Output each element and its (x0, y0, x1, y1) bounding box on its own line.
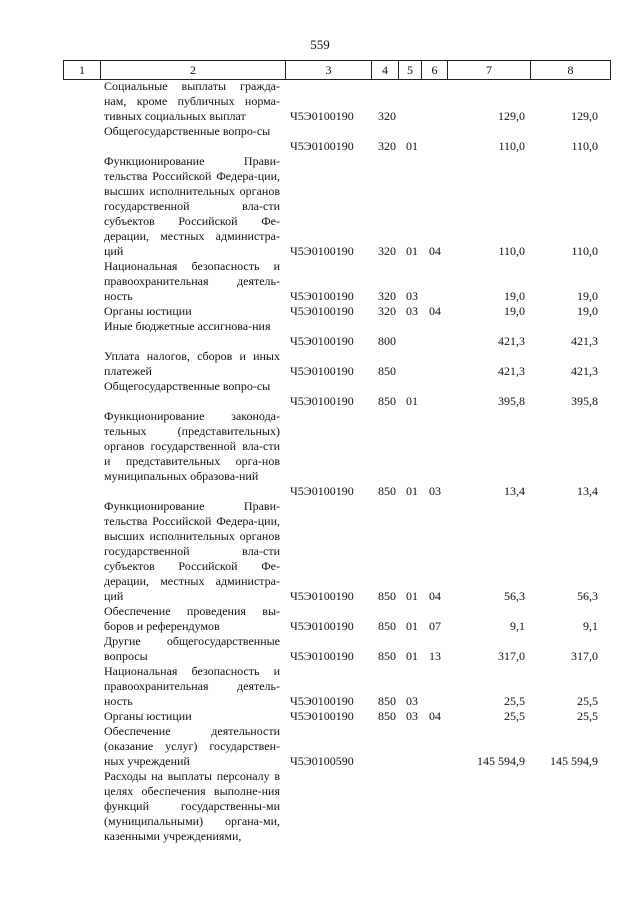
section-code: 01 (406, 139, 418, 153)
expense-type: 850 (378, 589, 396, 603)
section-code: 03 (406, 709, 418, 723)
row-description: Обеспечение деятельности (оказание услуг) государствен-ных учреждений (104, 724, 280, 768)
amount-year-1: 110,0 (498, 139, 525, 153)
row-description: Расходы на выплаты персоналу в целях обеспечения выполне-ния функций государственны-ми (муниципальными) органа-ми, казенными учреждениями, (104, 769, 280, 843)
amount-year-2: 145 594,9 (550, 754, 598, 768)
amount-year-1: 421,3 (498, 364, 525, 378)
budget-code: Ч5Э0100190 (290, 139, 354, 153)
section-code: 01 (406, 649, 418, 663)
row-description: Иные бюджетные ассигнова-ния (104, 319, 271, 333)
row-description: Общегосударственные вопро-сы (104, 124, 271, 138)
amount-year-2: 110,0 (571, 139, 598, 153)
row-description: Уплата налогов, сборов и иных платежей (104, 349, 280, 378)
amount-year-2: 56,3 (577, 589, 598, 603)
expense-type: 850 (378, 649, 396, 663)
section-code: 01 (406, 394, 418, 408)
expense-type: 850 (378, 394, 396, 408)
table-row (0, 154, 640, 259)
table-row (0, 304, 640, 319)
row-description: Органы юстиции (104, 304, 192, 318)
amount-year-1: 56,3 (504, 589, 525, 603)
amount-year-1: 129,0 (498, 109, 525, 123)
row-description: Обеспечение проведения вы-боров и референдумов (104, 604, 280, 633)
subsection-code: 13 (429, 649, 441, 663)
column-header: 2 (101, 61, 286, 80)
budget-code: Ч5Э0100190 (290, 364, 354, 378)
amount-year-2: 421,3 (571, 364, 598, 378)
table-row (0, 124, 640, 154)
amount-year-2: 395,8 (571, 394, 598, 408)
table-row (0, 634, 640, 664)
section-code: 01 (406, 244, 418, 258)
table-row (0, 409, 640, 499)
budget-code: Ч5Э0100190 (290, 484, 354, 498)
section-code: 03 (406, 694, 418, 708)
budget-code: Ч5Э0100190 (290, 619, 354, 633)
amount-year-1: 13,4 (504, 484, 525, 498)
amount-year-2: 19,0 (577, 304, 598, 318)
amount-year-1: 317,0 (498, 649, 525, 663)
subsection-code: 04 (429, 709, 441, 723)
column-header: 1 (64, 61, 101, 80)
expense-type: 850 (378, 364, 396, 378)
expense-type: 850 (378, 619, 396, 633)
expense-type: 320 (378, 244, 396, 258)
amount-year-1: 25,5 (504, 694, 525, 708)
expense-type: 320 (378, 139, 396, 153)
subsection-code: 07 (429, 619, 441, 633)
budget-code: Ч5Э0100190 (290, 649, 354, 663)
table-row (0, 79, 640, 124)
budget-code: Ч5Э0100190 (290, 694, 354, 708)
subsection-code: 03 (429, 484, 441, 498)
row-description: Функционирование Прави-тельства Российской Федера-ции, высших исполнительных органов государственной вла-сти субъектов Российской Фе-дерации, местных администра-ций (104, 154, 280, 258)
budget-code: Ч5Э0100190 (290, 304, 354, 318)
expense-type: 320 (378, 109, 396, 123)
table-row (0, 379, 640, 409)
amount-year-1: 9,1 (510, 619, 525, 633)
expense-type: 850 (378, 484, 396, 498)
table-row (0, 319, 640, 349)
table-row (0, 499, 640, 604)
column-header-row (64, 61, 611, 80)
column-header: 5 (399, 61, 422, 80)
column-header: 6 (422, 61, 448, 80)
budget-code: Ч5Э0100190 (290, 109, 354, 123)
page-number: 559 (310, 37, 330, 52)
subsection-code: 04 (429, 304, 441, 318)
amount-year-2: 317,0 (571, 649, 598, 663)
amount-year-1: 421,3 (498, 334, 525, 348)
expense-type: 320 (378, 304, 396, 318)
budget-table-body (0, 79, 640, 844)
budget-code: Ч5Э0100190 (290, 289, 354, 303)
amount-year-2: 129,0 (571, 109, 598, 123)
section-code: 03 (406, 289, 418, 303)
row-description: Национальная безопасность и правоохранительная деятель-ность (104, 259, 280, 303)
row-description: Другие общегосударственные вопросы (104, 634, 280, 663)
subsection-code: 04 (429, 244, 441, 258)
subsection-code: 04 (429, 589, 441, 603)
section-code: 01 (406, 484, 418, 498)
amount-year-2: 19,0 (577, 289, 598, 303)
amount-year-2: 110,0 (571, 244, 598, 258)
budget-code: Ч5Э0100190 (290, 334, 354, 348)
amount-year-2: 421,3 (571, 334, 598, 348)
column-header: 8 (531, 61, 611, 80)
row-description: Общегосударственные вопро-сы (104, 379, 271, 393)
budget-code: Ч5Э0100590 (290, 754, 354, 768)
table-row (0, 604, 640, 634)
amount-year-2: 25,5 (577, 694, 598, 708)
table-row (0, 769, 640, 844)
table-row (0, 349, 640, 379)
budget-code: Ч5Э0100190 (290, 589, 354, 603)
amount-year-1: 395,8 (498, 394, 525, 408)
amount-year-1: 110,0 (498, 244, 525, 258)
expense-type: 850 (378, 694, 396, 708)
amount-year-1: 25,5 (504, 709, 525, 723)
budget-code: Ч5Э0100190 (290, 244, 354, 258)
row-description: Органы юстиции (104, 709, 192, 723)
expense-type: 800 (378, 334, 396, 348)
table-row (0, 664, 640, 709)
amount-year-2: 9,1 (583, 619, 598, 633)
column-header: 7 (448, 61, 531, 80)
amount-year-1: 19,0 (504, 289, 525, 303)
section-code: 03 (406, 304, 418, 318)
budget-code: Ч5Э0100190 (290, 394, 354, 408)
section-code: 01 (406, 619, 418, 633)
section-code: 01 (406, 589, 418, 603)
row-description: Социальные выплаты гражда-нам, кроме публичных норма-тивных социальных выплат (104, 79, 280, 123)
row-description: Функционирование законода-тельных (представительных) органов государственной вла-сти и представительных орга-нов муниципальных образова-ний (104, 409, 280, 483)
amount-year-1: 19,0 (504, 304, 525, 318)
column-header: 3 (286, 61, 372, 80)
column-header: 4 (372, 61, 399, 80)
table-row (0, 259, 640, 304)
row-description: Национальная безопасность и правоохранительная деятель-ность (104, 664, 280, 708)
row-description: Функционирование Прави-тельства Российской Федера-ции, высших исполнительных органов государственной вла-сти субъектов Российской Фе-дерации, местных администра-ций (104, 499, 280, 603)
expense-type: 320 (378, 289, 396, 303)
expense-type: 850 (378, 709, 396, 723)
table-row (0, 724, 640, 769)
amount-year-2: 25,5 (577, 709, 598, 723)
budget-code: Ч5Э0100190 (290, 709, 354, 723)
table-row (0, 709, 640, 724)
column-header-table (63, 60, 611, 80)
amount-year-2: 13,4 (577, 484, 598, 498)
amount-year-1: 145 594,9 (477, 754, 525, 768)
